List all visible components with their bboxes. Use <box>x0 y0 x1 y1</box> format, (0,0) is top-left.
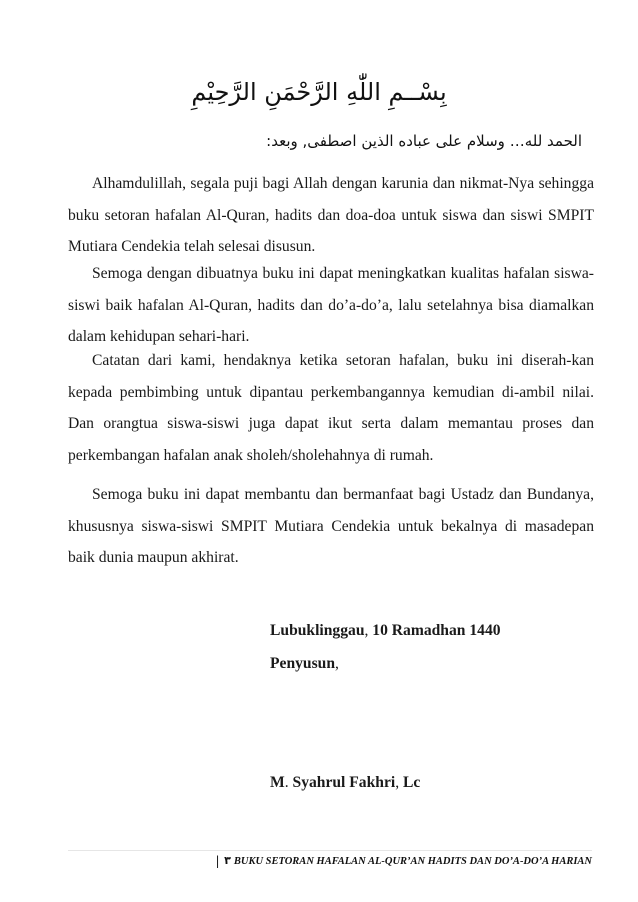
footer-title: BUKU SETORAN HAFALAN AL-QUR’AN HADITS DAN DO’A-DO’A HARIAN <box>233 856 592 867</box>
paragraph-3: Catatan dari kami, hendaknya ketika setoran hafalan, buku ini diserah-kan kepada pembimbing untuk dipantau perkembangannya kemudian di-ambil nilai. Dan orangtua siswa-siswi juga dapat ikut serta dalam memantau proses dan perkembangan hafalan anak sholeh/sholehahnya di rumah. <box>68 352 594 464</box>
page-footer <box>216 854 592 870</box>
page-number: ٣ <box>224 854 231 867</box>
footer-bar: | <box>216 854 220 869</box>
paragraph-1: Alhamdulillah, segala puji bagi Allah dengan karunia dan nikmat-Nya sehingga buku setoran hafalan Al-Quran, hadits dan doa-doa untuk siswa dan siswi SMPIT Mutiara Cendekia telah selesai disusun. <box>68 175 594 255</box>
signature-name: Syahrul Fakhri <box>292 774 396 791</box>
paragraph-2: Semoga dengan dibuatnya buku ini dapat meningkatkan kualitas hafalan siswa-siswi baik hafalan Al-Quran, hadits dan do’a-do’a, lalu setelahnya bisa diamalkan dalam kehidupan sehari-hari. <box>68 265 594 345</box>
basmala-heading: بِسْــمِ اللّٰهِ الرَّحْمَنِ الرَّحِيْمِ <box>191 78 447 106</box>
arabic-opening-line: الحمد لله… وسلام على عباده الذين اصطفى, وبعد: <box>266 132 582 150</box>
signature-date: 10 Ramadhan 1440 <box>372 622 501 639</box>
signature-place-date: Lubuklinggau, 10 Ramadhan 1440 <box>270 622 501 639</box>
signature-role-line: Penyusun, <box>270 655 339 672</box>
signature-title: Lc <box>403 774 421 791</box>
signature-name-line: M. Syahrul Fakhri, Lc <box>270 774 421 791</box>
signature-role: Penyusun <box>270 655 336 672</box>
signature-name-initial: M <box>270 774 285 791</box>
paragraph-4: Semoga buku ini dapat membantu dan bermanfaat bagi Ustadz dan Bundanya, khususnya siswa-siswi SMPIT Mutiara Cendekia untuk bekalnya di masadepan baik dunia maupun akhirat. <box>68 486 594 566</box>
footer-divider <box>68 850 592 851</box>
signature-place: Lubuklinggau <box>270 622 365 639</box>
